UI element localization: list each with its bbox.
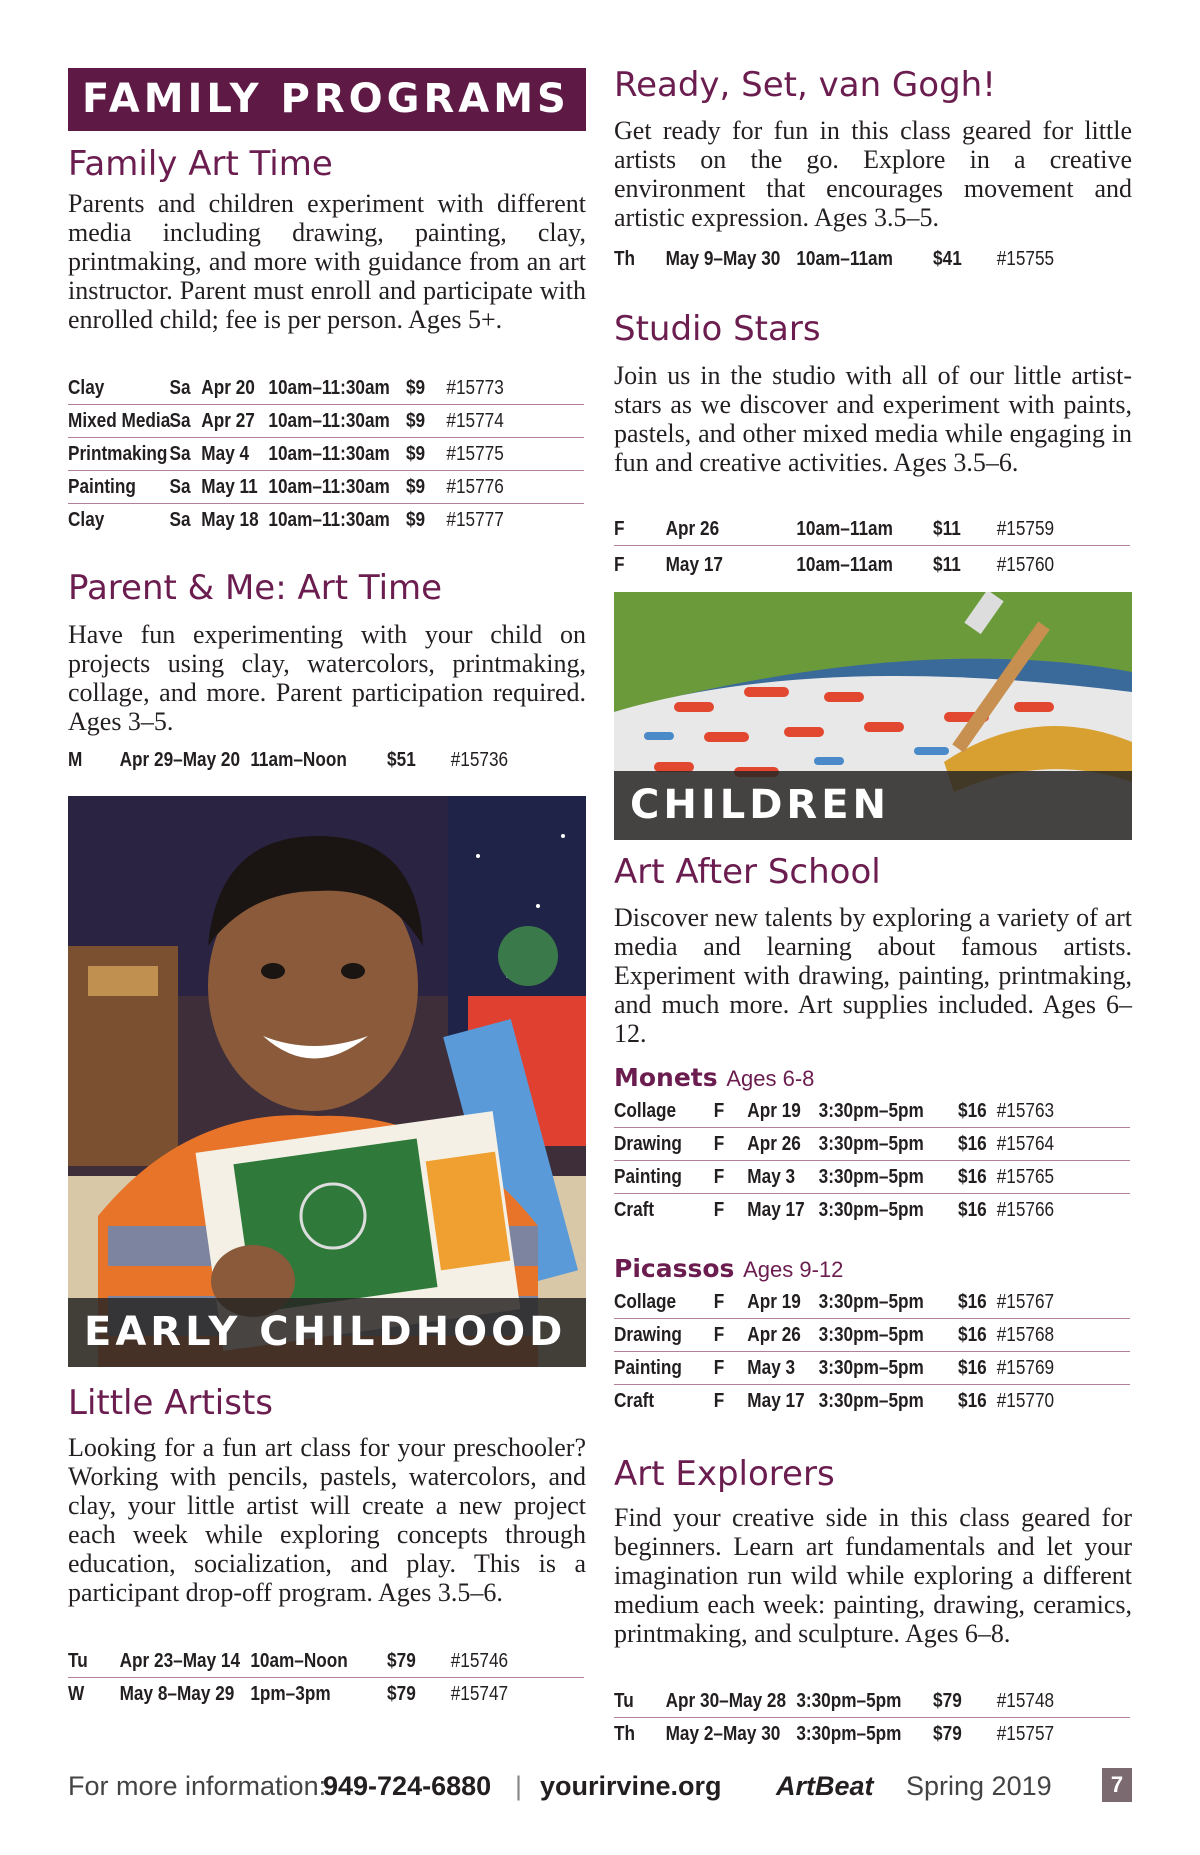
table-row: Tu Apr 30–May 28 3:30pm–5pm $79 #15748 [614, 1685, 1130, 1718]
table-row: Drawing F Apr 26 3:30pm–5pm $16 #15764 [614, 1128, 1130, 1161]
page-number: 7 [1102, 1768, 1132, 1802]
table-row: Printmaking Sa May 4 10am–11:30am $9 #15775 [68, 438, 584, 471]
parent-me-description: Have fun experimenting with your child on projects using clay, watercolors, printmaking, collage, and more. Parent participation required. Ages 3–5. [68, 620, 586, 736]
table-row: Painting Sa May 11 10am–11:30am $9 #15776 [68, 471, 584, 504]
studio-stars-description: Join us in the studio with all of our little artist-stars as we discover and experiment with paints, pastels, and other mixed media while engaging in fun and creative activities. Ages 3.5–6. [614, 361, 1132, 477]
footer-separator: | [515, 1771, 523, 1801]
table-row: Mixed Media Sa Apr 27 10am–11:30am $9 #15774 [68, 405, 584, 438]
little-artists-title: Little Artists [68, 1383, 273, 1423]
monets-heading: Monets Ages 6-8 [614, 1063, 815, 1092]
art-after-school-title: Art After School [614, 852, 881, 892]
table-row: Collage F Apr 19 3:30pm–5pm $16 #15767 [614, 1286, 1130, 1319]
art-after-school-description: Discover new talents by exploring a variety of art media and learning about famous artists. Experiment with drawing, painting, printmaking, and much more. Art supplies included. Ages 6–12. [614, 903, 1132, 1048]
table-row: Tu Apr 23–May 14 10am–Noon $79 #15746 [68, 1645, 584, 1678]
table-row: M Apr 29–May 20 11am–Noon $51 #15736 [68, 749, 509, 771]
children-photo [614, 592, 1132, 840]
van-gogh-description: Get ready for fun in this class geared for little artists on the go. Explore in a creative environment that encourages movement and artistic expression. Ages 3.5–5. [614, 116, 1132, 232]
table-row: Craft F May 17 3:30pm–5pm $16 #15766 [614, 1199, 1055, 1221]
early-childhood-photo [68, 796, 586, 1367]
studio-stars-title: Studio Stars [614, 309, 821, 349]
footer-phone: 949-724-6880 [323, 1771, 492, 1801]
art-explorers-description: Find your creative side in this class geared for beginners. Learn art fundamentals and let your imagination run wild while exploring a different medium each week: painting, drawing, ceramics, printmaking, and sculpture. Ages 6–8. [614, 1503, 1132, 1648]
child-holding-artwork-image [68, 796, 586, 1367]
little-artists-description: Looking for a fun art class for your preschooler? Working with pencils, pastels, watercolors, and clay, your little artist will create a new project each week while exploring concepts through education, socialization, and play. This is a participant drop-off program. Ages 3.5–6. [68, 1433, 586, 1607]
page-footer [68, 1766, 1132, 1806]
table-row: Collage F Apr 19 3:30pm–5pm $16 #15763 [614, 1095, 1130, 1128]
table-row: F May 17 10am–11am $11 #15760 [614, 554, 1055, 576]
parent-me-title: Parent & Me: Art Time [68, 568, 443, 608]
children-label: CHILDREN [614, 771, 1132, 840]
table-row: Th May 9–May 30 10am–11am $41 #15755 [614, 248, 1055, 270]
early-childhood-label: EARLY CHILDHOOD [68, 1298, 586, 1367]
family-programs-banner: FAMILY PROGRAMS [68, 68, 586, 131]
footer-info-label: For more information: [68, 1771, 327, 1801]
art-explorers-title: Art Explorers [614, 1454, 835, 1494]
table-row: F Apr 26 10am–11am $11 #15759 [614, 513, 1130, 546]
footer-brand: ArtBeat [776, 1771, 874, 1801]
table-row: Drawing F Apr 26 3:30pm–5pm $16 #15768 [614, 1319, 1130, 1352]
table-row: W May 8–May 29 1pm–3pm $79 #15747 [68, 1683, 509, 1705]
footer-season: Spring 2019 [906, 1771, 1052, 1801]
table-row: Clay Sa Apr 20 10am–11:30am $9 #15773 [68, 372, 584, 405]
table-row: Painting F May 3 3:30pm–5pm $16 #15769 [614, 1352, 1130, 1385]
family-art-time-title: Family Art Time [68, 144, 333, 184]
table-row: Clay Sa May 18 10am–11:30am $9 #15777 [68, 509, 504, 531]
table-row: Craft F May 17 3:30pm–5pm $16 #15770 [614, 1390, 1055, 1412]
family-art-time-description: Parents and children experiment with different media including drawing, painting, clay, printmaking, and more with guidance from an art instructor. Parent must enroll and participate with enrolled child; fee is per person. Ages 5+. [68, 189, 586, 334]
van-gogh-title: Ready, Set, van Gogh! [614, 65, 996, 105]
table-row: Painting F May 3 3:30pm–5pm $16 #15765 [614, 1161, 1130, 1194]
picassos-heading: Picassos Ages 9-12 [614, 1254, 844, 1283]
table-row: Th May 2–May 30 3:30pm–5pm $79 #15757 [614, 1723, 1055, 1745]
footer-website[interactable]: yourirvine.org [540, 1771, 722, 1801]
